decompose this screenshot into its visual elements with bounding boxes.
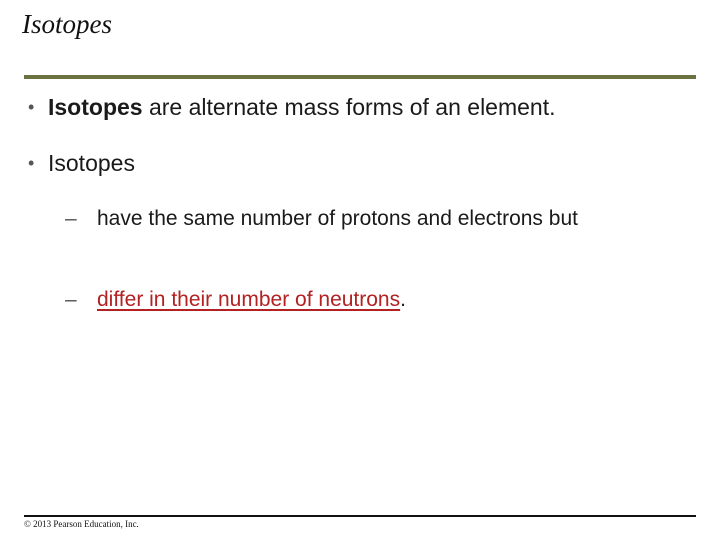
dash-icon: – bbox=[65, 288, 77, 311]
bullet-definition bbox=[28, 92, 556, 122]
bullet-dot-icon: • bbox=[28, 97, 35, 117]
sub-bullet-text: have the same number of protons and electrons but bbox=[97, 207, 578, 230]
bullet-text bbox=[48, 92, 556, 122]
copyright-text: © 2013 Pearson Education, Inc. bbox=[24, 519, 139, 529]
bullet-text: Isotopes bbox=[48, 150, 135, 176]
sub-bullet-suffix: . bbox=[400, 288, 406, 311]
bullet-isotopes bbox=[28, 148, 135, 178]
dash-icon: – bbox=[65, 207, 77, 230]
slide-title: Isotopes bbox=[22, 9, 112, 39]
bullet-bold-term: Isotopes bbox=[48, 94, 143, 120]
sub-bullet-same bbox=[65, 204, 665, 233]
footer-divider bbox=[24, 515, 696, 517]
highlighted-phrase: differ in their number of neutrons bbox=[97, 288, 401, 311]
sub-bullet-differ bbox=[65, 285, 406, 314]
title-divider bbox=[24, 75, 696, 79]
bullet-rest: are alternate mass forms of an element. bbox=[142, 94, 556, 120]
sub-bullet-text bbox=[97, 285, 406, 314]
bullet-dot-icon: • bbox=[28, 153, 35, 173]
